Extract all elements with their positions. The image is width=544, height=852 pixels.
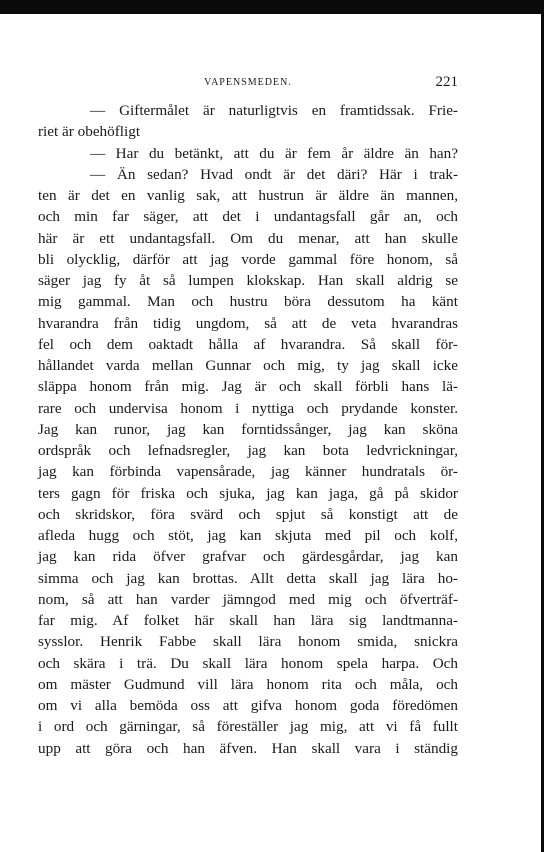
text-line: bli olycklig, därför att jag vorde gammal före honom, så: [38, 250, 458, 268]
text-line: Jag kan runor, jag kan forntidssånger, jag kan sköna: [38, 420, 458, 438]
text-line: hvarandra från tidig ungdom, så att de veta hvarandras: [38, 314, 458, 332]
text-line: ters gagn för friska och sjuka, jag kan jaga, gå på skidor: [38, 484, 458, 502]
text-line: mig gammal. Man och hustru böra dessutom ha känt: [38, 293, 458, 311]
text-line: i ord och gärningar, så föreställer jag mig, att vi få fullt: [38, 718, 458, 736]
text-line: ten är det en vanlig sak, att hustrun är äldre än mannen,: [38, 187, 458, 204]
text-line: hållandet varda mellan Gunnar och mig, ty jag skall icke: [38, 357, 458, 374]
text-line: och skridskor, föra svärd och spjut så konstigt att de: [38, 505, 458, 523]
running-head: [38, 74, 458, 92]
scan-edge-top: [0, 0, 544, 14]
text-line: ordspråk och lefnadsregler, jag kan bota ledvrickningar,: [38, 442, 458, 459]
body-text: [38, 100, 458, 759]
text-line: rare och undervisa honom i nyttiga och prydande konster.: [38, 399, 458, 417]
text-line: upp att göra och han äfven. Han skall vara i ständig: [38, 739, 458, 757]
text-line: om mäster Gudmund vill lära honom rita och måla, och: [38, 675, 458, 693]
text-line: här är ett undantagsfall. Om du menar, att han skulle: [38, 229, 458, 247]
text-line: jag kan förbinda vapensårade, jag känner hundratals ör-: [38, 463, 458, 481]
text-line: sysslor. Henrik Fabbe skall lära honom smida, snickra: [38, 633, 458, 651]
text-line: afleda hugg och stöt, jag kan skjuta med pil och kolf,: [38, 527, 458, 544]
text-line: — Giftermålet är naturligtvis en framtidssak. Frie-: [90, 102, 458, 119]
text-line: nom, så att han varder jämngod med mig och öfverträf-: [38, 590, 458, 608]
text-line: och min far säger, att det i undantagsfall går an, och: [38, 208, 458, 226]
text-line: om vi alla bemöda oss att gifva honom goda föredömen: [38, 697, 458, 714]
text-line: — Har du betänkt, att du är fem år äldre än han?: [90, 144, 458, 162]
text-line: fel och dem oaktadt hålla af hvarandra. Så skall för-: [38, 335, 458, 353]
text-line: jag kan rida öfver grafvar och gärdesgårdar, jag kan: [38, 548, 458, 566]
text-line: — Än sedan? Hvad ondt är det däri? Här i trak-: [90, 165, 458, 183]
text-line: säger jag fy åt så lumpen klokskap. Han skall aldrig se: [38, 272, 458, 289]
text-line: släppa honom från mig. Jag är och skall förbli hans lä-: [38, 378, 458, 396]
text-line: far mig. Af folket här skall han lära sig landtmanna-: [38, 612, 458, 629]
page-number: 221: [435, 74, 458, 90]
running-title: VAPENSMEDEN.: [204, 77, 292, 88]
text-line: simma och jag kan brottas. Allt detta skall jag lära ho-: [38, 569, 458, 587]
text-line: och skära i trä. Du skall lära honom spela harpa. Och: [38, 654, 458, 672]
text-line: riet är obehöfligt: [38, 123, 141, 141]
